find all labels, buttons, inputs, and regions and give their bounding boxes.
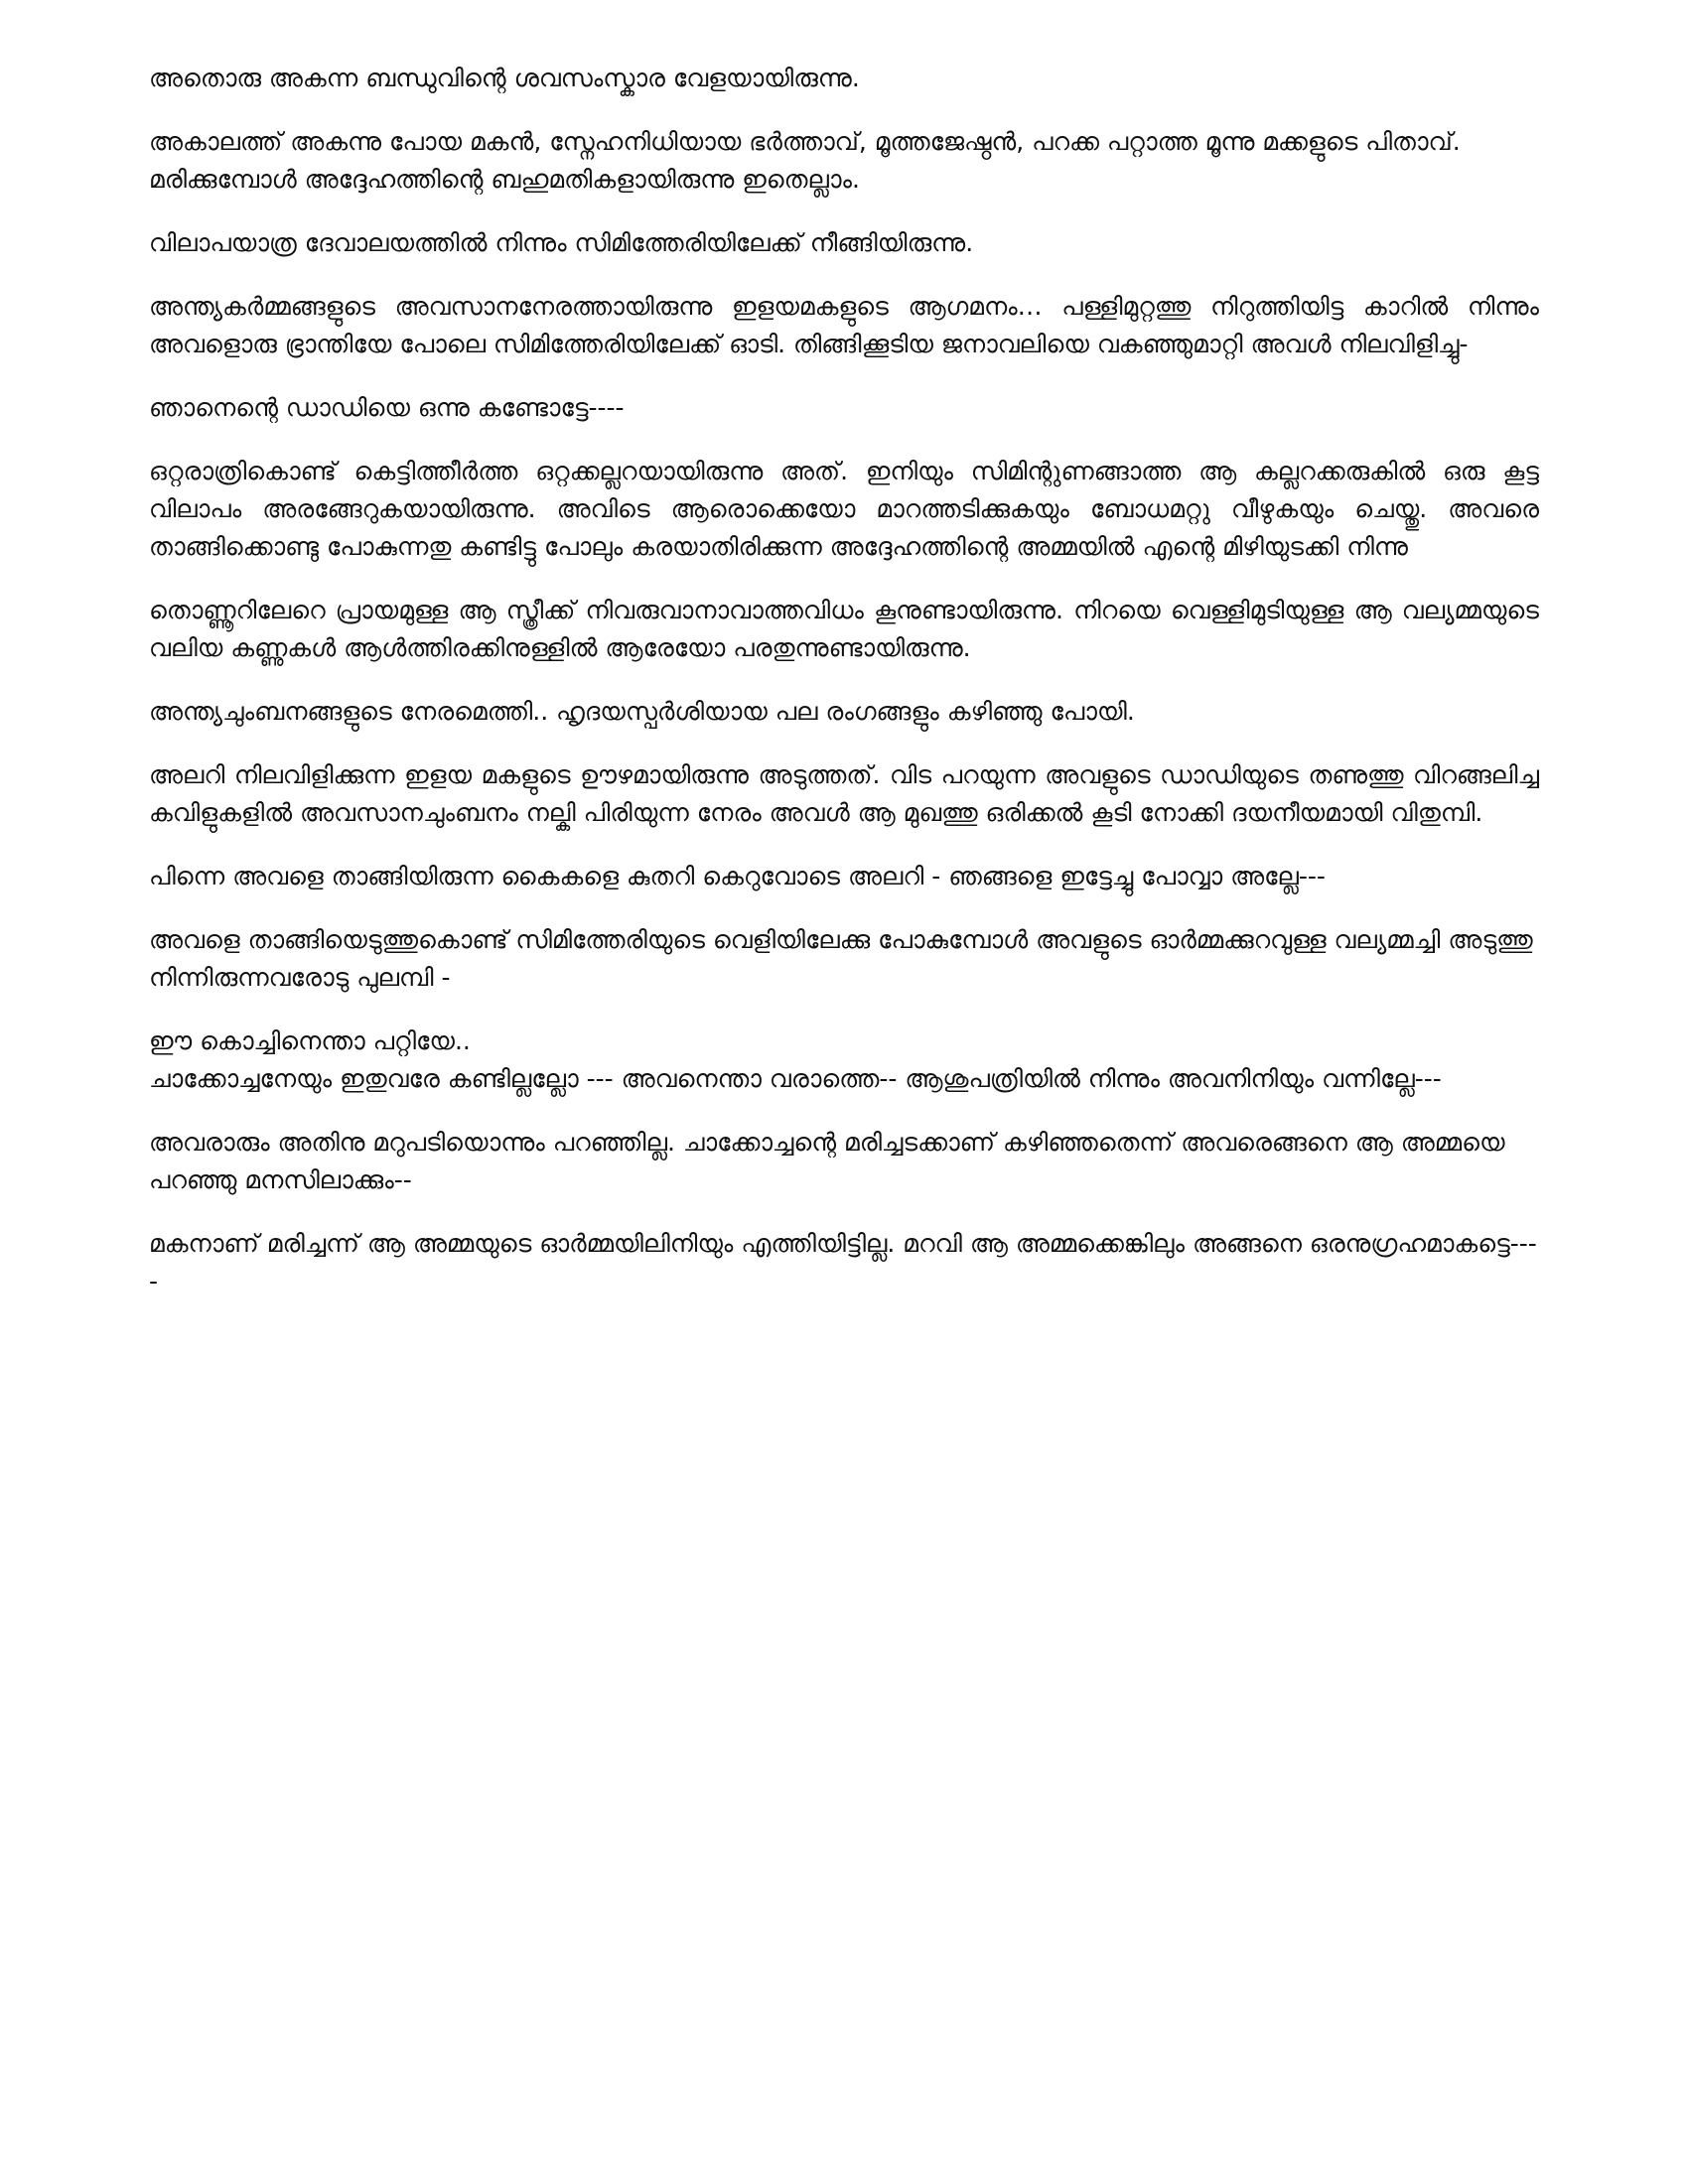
- paragraph-15: മകനാണ് മരിച്ചന്ന് ആ അമ്മയുടെ ഓർമ്മയിലിനിയും എത്തിയിട്ടില്ല. മറവി ആ അമ്മക്കെങ്കിലും അങ്ങനെ ഒരനുഗ്രഹമാകട്ടെ----: [149, 1229, 1537, 1296]
- paragraph-2: അകാലത്ത് അകന്നു പോയ മകൻ, സ്നേഹനിധിയായ ഭർത്താവ്, മൂത്തജേഷ്ഠൻ, പറക്ക പറ്റാത്ത മൂന്നു മക്കളുടെ പിതാവ്. മരിക്കുമ്പോൾ അദ്ദേഹത്തിന്റെ ബഹുമതികളായിരുന്നു ഇതെല്ലാം.: [149, 127, 1461, 194]
- paragraph-5: ഞാനെന്റെ ഡാഡിയെ ഒന്നു കണ്ടോട്ടേ----: [149, 393, 625, 422]
- paragraph-7: തൊണ്ണൂറിലേറെ പ്രായമുള്ള ആ സ്ത്രീക്ക് നിവരുവാനാവാത്തവിധം കൂനുണ്ടായിരുന്നു. നിറയെ വെള്ളിമുടിയുള്ള ആ വല്യമ്മയുടെ വലിയ കണ്ണുകൾ ആൾത്തിരക്കിനുള്ളിൽ ആരേയോ പരതുന്നുണ്ടായിരുന്നു.: [149, 596, 1539, 662]
- paragraph-10: പിന്നെ അവളെ താങ്ങിയിരുന്ന കൈകളെ കുതറി കെറുവോടെ അലറി - ഞങ്ങളെ ഇട്ടേച്ചു പോവ്വാ അല്ലേ---: [149, 862, 1326, 890]
- paragraph-12: ഈ കൊച്ചിനെന്താ പറ്റിയേ..: [149, 1026, 471, 1055]
- paragraph-9: അലറി നിലവിളിക്കുന്ന ഇളയ മകളുടെ ഊഴമായിരുന്നു അടുത്തത്. വിട പറയുന്ന അവളുടെ ഡാഡിയുടെ തണുത്തു വിറങ്ങലിച്ച കവിളുകളിൽ അവസാനചുംബനം നല്കി പിരിയുന്ന നേരം അവൾ ആ മുഖത്തു ഒരിക്കൽ കൂടി നോക്കി ദയനീയമായി വിതുമ്പി.: [149, 760, 1539, 827]
- paragraph-14: അവരാരും അതിനു മറുപടിയൊന്നും പറഞ്ഞില്ല. ചാക്കോച്ചന്റെ മരിച്ചടക്കാണ് കഴിഞ്ഞതെന്ന് അവരെങ്ങനെ ആ അമ്മയെ പറഞ്ഞു മനസിലാക്കും--: [149, 1128, 1505, 1194]
- paragraph-4: അന്ത്യകർമ്മങ്ങളുടെ അവസാനനേരത്തായിരുന്നു ഇളയമകളുടെ ആഗമനം… പള്ളിമുറ്റത്തു നിറുത്തിയിട്ട കാറിൽ നിന്നും അവളൊരു ഭ്രാന്തിയേ പോലെ സിമിത്തേരിയിലേക്ക് ഓടി. തിങ്ങിക്കൂടിയ ജനാവലിയെ വകഞ്ഞുമാറ്റി അവൾ നിലവിളിച്ചു-: [149, 292, 1539, 358]
- paragraph-1: അതൊരു അകന്ന ബന്ധുവിന്റെ ശവസംസ്കാര വേളയായിരുന്നു.: [149, 64, 860, 92]
- paragraph-3: വിലാപയാത്ര ദേവാലയത്തിൽ നിന്നും സിമിത്തേരിയിലേക്ക് നീങ്ങിയിരുന്നു.: [149, 228, 974, 257]
- paragraph-8: അന്ത്യചുംബനങ്ങളുടെ നേരമെത്തി.. ഹൃദയസ്പർശിയായ പല രംഗങ്ങളും കഴിഞ്ഞു പോയി.: [149, 697, 1135, 726]
- paragraph-11: അവളെ താങ്ങിയെടുത്തുകൊണ്ട് സിമിത്തേരിയുടെ വെളിയിലേക്കു പോകുമ്പോൾ അവളുടെ ഓർമ്മക്കുറവുള്ള വല്യമ്മച്ചി അടുത്തു നിന്നിരുന്നവരോടു പുലമ്പി -: [149, 925, 1533, 992]
- paragraph-13: ചാക്കോച്ചനേയും ഇതുവരേ കണ്ടില്ലല്ലോ --- അവനെന്താ വരാത്തെ-- ആശുപത്രിയിൽ നിന്നും അവനിനിയും വന്നില്ലേ---: [149, 1064, 1442, 1093]
- paragraph-6: ഒറ്റരാത്രികൊണ്ട് കെട്ടിത്തീർത്ത ഒറ്റക്കല്ലറയായിരുന്നു അത്. ഇനിയും സിമിന്റുണങ്ങാത്ത ആ കല്ലറക്കരുകിൽ ഒരു കൂട്ട വിലാപം അരങ്ങേറുകയായിരുന്നു. അവിടെ ആരൊക്കെയോ മാറത്തടിക്കുകയും ബോധമറ്റു വീഴുകയും ചെയ്തു. അവരെ താങ്ങിക്കൊണ്ടു പോകുന്നതു കണ്ടിട്ടു പോലും കരയാതിരിക്കുന്ന അദ്ദേഹത്തിന്റെ അമ്മയിൽ എന്റെ മിഴിയുടക്കി നിന്നു: [149, 457, 1539, 561]
- document-page: [149, 60, 1539, 1326]
